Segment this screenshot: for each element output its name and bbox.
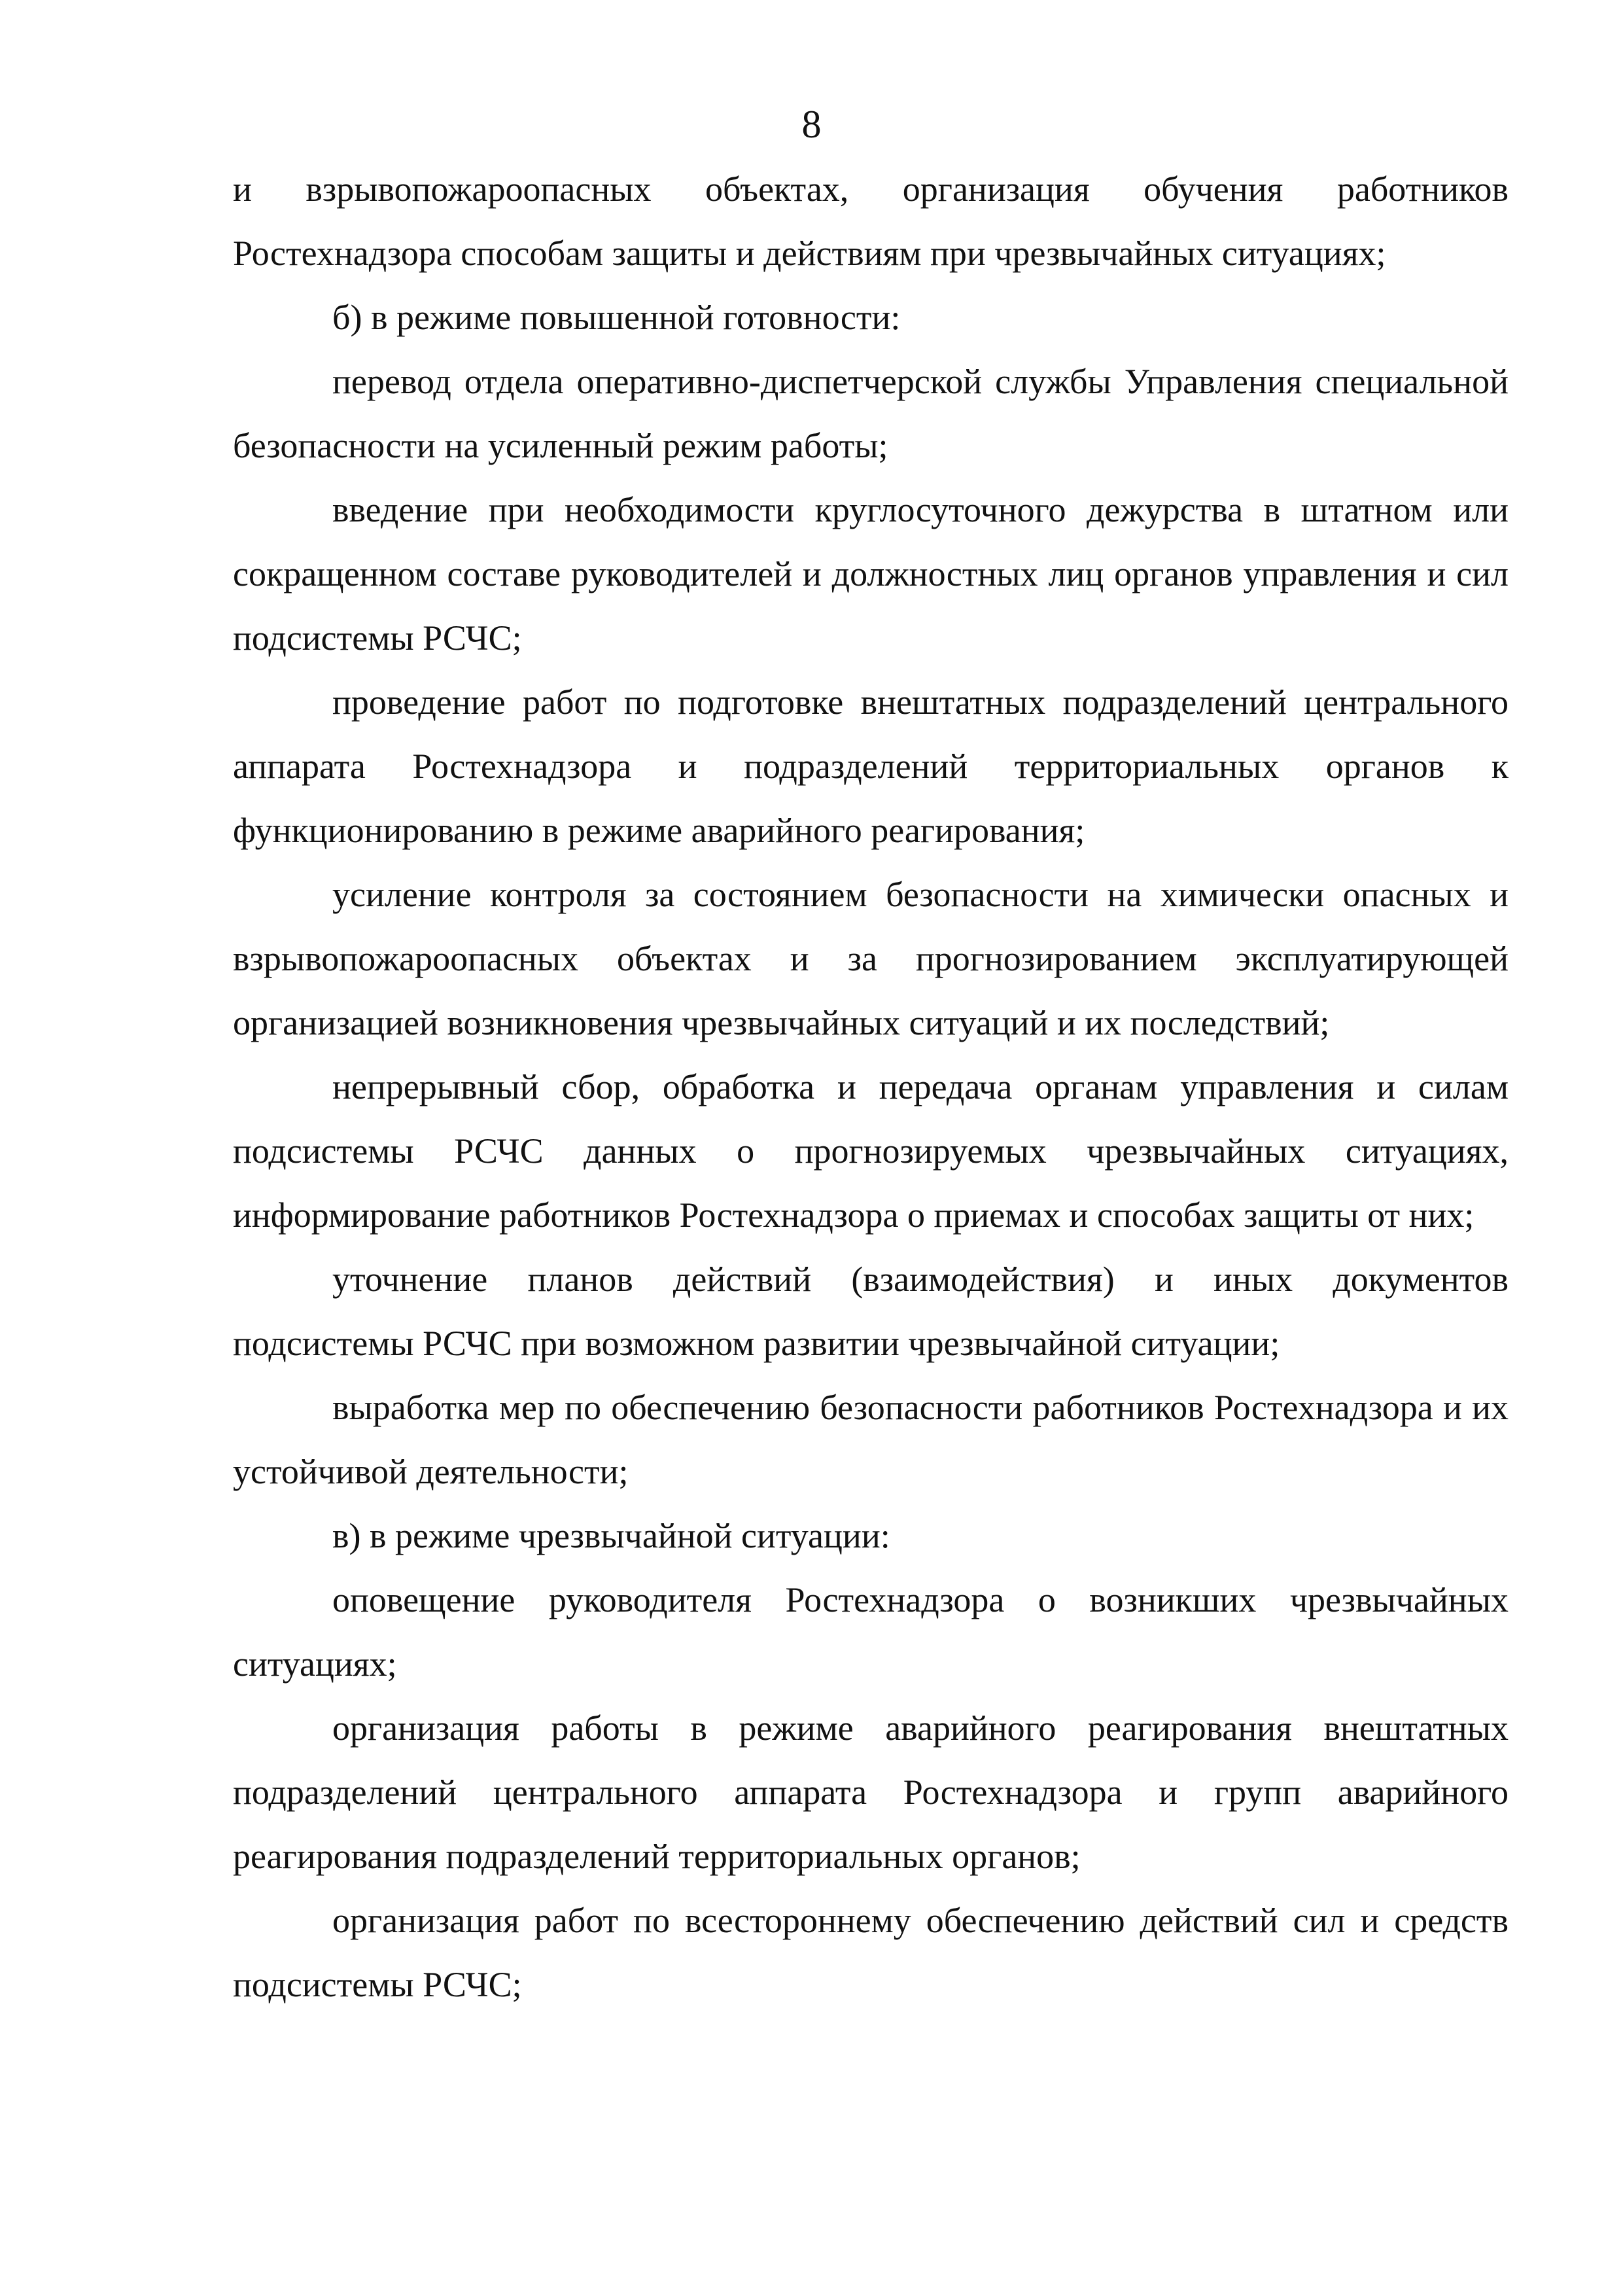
page-number: 8 <box>801 103 822 146</box>
paragraph-heading-v: в) в режиме чрезвычайной ситуации: <box>332 1516 890 1555</box>
paragraph-continuation: и взрывопожароопасных объектах, организация обучения работников Ростехнадзора способам защиты и действиям при чрезвычайных ситуациях; <box>233 169 1509 273</box>
paragraph: перевод отдела оперативно-диспетчерской службы Управления специальной безопасности на усиленный режим работы; <box>233 362 1509 465</box>
paragraph: проведение работ по подготовке внештатных подразделений центрального аппарата Ростехнадзора и подразделений территориальных органов к функционированию в режиме аварийного реагирования; <box>233 682 1509 850</box>
paragraph: организация работ по всестороннему обеспечению действий сил и средств подсистемы РСЧС; <box>233 1901 1509 2004</box>
paragraph: введение при необходимости круглосуточного дежурства в штатном или сокращенном составе руководителей и должностных лиц органов управления и сил подсистемы РСЧС; <box>233 490 1509 658</box>
paragraph: выработка мер по обеспечению безопасности работников Ростехнадзора и их устойчивой деятельности; <box>233 1388 1509 1491</box>
paragraph: уточнение планов действий (взаимодействия) и иных документов подсистемы РСЧС при возможном развитии чрезвычайной ситуации; <box>233 1260 1509 1363</box>
paragraph: непрерывный сбор, обработка и передача органам управления и силам подсистемы РСЧС данных о прогнозируемых чрезвычайных ситуациях, информирование работников Ростехнадзора о приемах и способах защиты от них; <box>233 1067 1509 1235</box>
paragraph: организация работы в режиме аварийного реагирования внештатных подразделений центрального аппарата Ростехнадзора и групп аварийного реагирования подразделений территориальных органов; <box>233 1708 1509 1876</box>
paragraph-heading-b: б) в режиме повышенной готовности: <box>332 298 901 337</box>
paragraph: усиление контроля за состоянием безопасности на химически опасных и взрывопожароопасных объектах и за прогнозированием эксплуатирующей организацией возникновения чрезвычайных ситуаций и их последствий; <box>233 875 1509 1042</box>
document-body <box>233 157 1509 2017</box>
paragraph: оповещение руководителя Ростехнадзора о возникших чрезвычайных ситуациях; <box>233 1580 1509 1684</box>
